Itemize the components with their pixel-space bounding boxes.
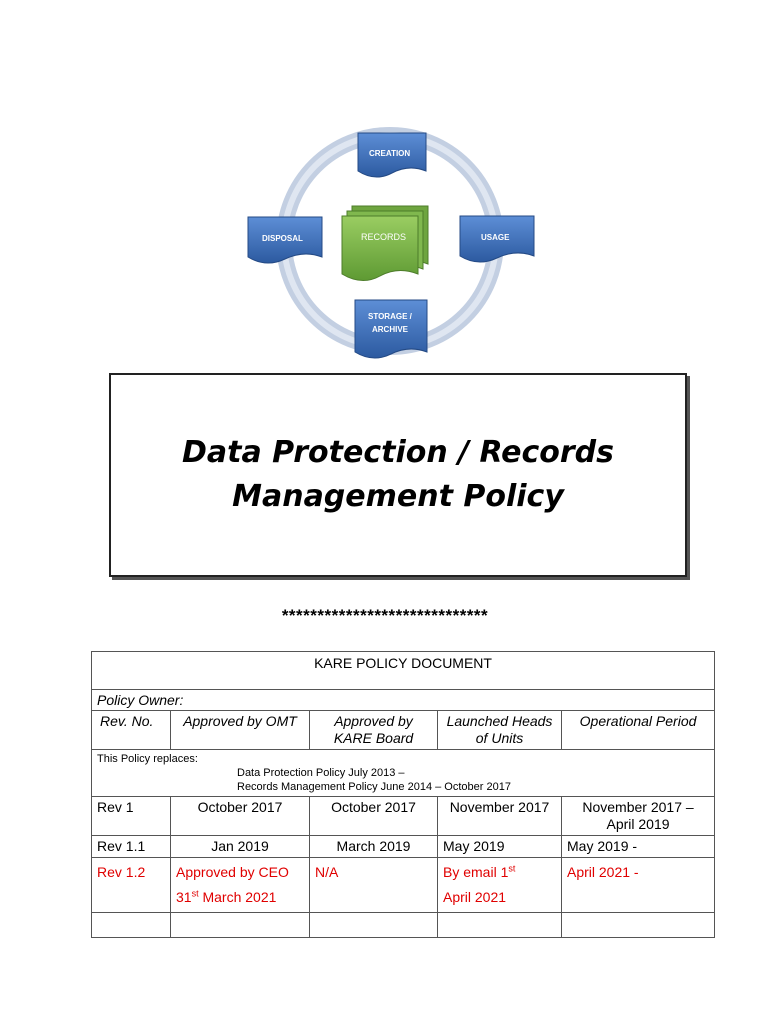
table-row <box>92 858 715 913</box>
period-cell: November 2017 – April 2019 <box>562 797 715 836</box>
launched-line-1: By email 1st <box>443 863 516 880</box>
rev-cell: Rev 1 <box>92 797 171 836</box>
records-stack <box>342 206 428 281</box>
period-cell: May 2019 - <box>562 836 715 858</box>
board-cell: N/A <box>310 858 438 913</box>
column-header-row <box>92 711 715 750</box>
table-row <box>92 913 715 938</box>
node-disposal-label: DISPOSAL <box>262 234 303 243</box>
launched-cell <box>438 858 562 913</box>
replaces-item: Data Protection Policy July 2013 – <box>237 767 405 779</box>
col-header-rev-no: Rev. No. <box>92 711 171 750</box>
replaces-row <box>92 750 715 797</box>
rev-cell: Rev 1.2 <box>92 858 171 913</box>
node-creation-label: CREATION <box>369 149 411 158</box>
document-title-line-2: Management Policy <box>232 479 564 514</box>
board-cell: October 2017 <box>310 797 438 836</box>
node-records-label: RECORDS <box>361 232 407 242</box>
period-cell: April 2021 - <box>562 858 715 913</box>
omt-line-1: Approved by CEO <box>176 864 289 880</box>
launched-cell: November 2017 <box>438 797 562 836</box>
table-row <box>92 797 715 836</box>
omt-cell: Jan 2019 <box>171 836 310 858</box>
node-usage <box>460 216 534 262</box>
col-header-launched: Launched Heads of Units <box>438 711 562 750</box>
replaces-item: Records Management Policy June 2014 – October 2017 <box>237 781 511 793</box>
records-lifecycle-diagram <box>0 0 770 370</box>
policy-revision-table <box>91 651 715 938</box>
asterisk-separator: ***************************** <box>281 606 489 625</box>
omt-cell <box>171 858 310 913</box>
title-box <box>109 373 687 577</box>
node-creation <box>358 133 426 177</box>
empty-cell <box>562 913 715 938</box>
table-header-row <box>92 652 715 690</box>
node-storage-archive <box>355 300 427 358</box>
rev-cell: Rev 1.1 <box>92 836 171 858</box>
policy-owner-row <box>92 690 715 711</box>
node-disposal <box>248 217 322 263</box>
empty-cell <box>438 913 562 938</box>
board-cell: March 2019 <box>310 836 438 858</box>
policy-document-label: KARE POLICY DOCUMENT <box>92 652 715 690</box>
col-header-operational-period: Operational Period <box>562 711 715 750</box>
document-title-line-1: Data Protection / Records <box>181 435 615 470</box>
replaces-cell <box>92 750 715 797</box>
node-storage-label-2: ARCHIVE <box>372 325 409 334</box>
omt-line-2: 31st March 2021 <box>176 888 277 905</box>
replaces-label: This Policy replaces: <box>97 753 198 765</box>
node-storage-label-1: STORAGE / <box>368 312 412 321</box>
col-header-approved-board: Approved by KARE Board <box>310 711 438 750</box>
launched-line-2: April 2021 <box>443 889 507 905</box>
empty-cell <box>92 913 171 938</box>
col-header-approved-omt: Approved by OMT <box>171 711 310 750</box>
omt-cell: October 2017 <box>171 797 310 836</box>
empty-cell <box>171 913 310 938</box>
empty-cell <box>310 913 438 938</box>
node-usage-label: USAGE <box>481 233 510 242</box>
table-row <box>92 836 715 858</box>
launched-cell: May 2019 <box>438 836 562 858</box>
policy-owner-label: Policy Owner: <box>92 690 715 711</box>
